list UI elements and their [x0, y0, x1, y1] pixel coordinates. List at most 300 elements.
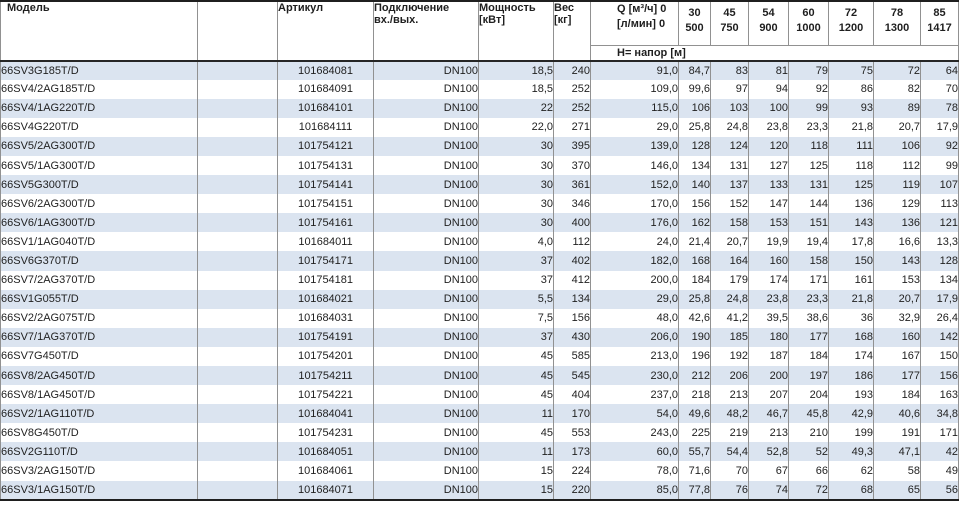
flow-lmin: 1200	[838, 22, 864, 34]
power-cell: 15	[479, 461, 554, 480]
table-row	[1, 290, 959, 309]
table-row	[1, 404, 959, 423]
power-cell: 37	[479, 251, 554, 270]
connection-cell: DN100	[374, 328, 479, 347]
col-header-flow-45	[711, 1, 749, 45]
table-row	[1, 137, 959, 156]
head-cell: 13,3	[921, 232, 959, 251]
head-cell: 177	[789, 328, 829, 347]
head-cell: 49	[921, 461, 959, 480]
head-cell: 82	[874, 80, 921, 99]
head-cell: 156	[921, 366, 959, 385]
power-cell: 22,0	[479, 118, 554, 137]
weight-cell: 395	[554, 137, 591, 156]
table-row	[1, 347, 959, 366]
head-cell: 150	[921, 347, 959, 366]
weight-cell: 553	[554, 423, 591, 442]
flow-m3h: 60	[802, 7, 815, 19]
head-cell: 21,8	[829, 118, 874, 137]
head-cell: 184	[789, 347, 829, 366]
table-row	[1, 232, 959, 251]
connection-cell: DN100	[374, 213, 479, 232]
col-header-q-line2: [л/мин] 0	[617, 18, 666, 30]
head-cell: 92	[921, 137, 959, 156]
head-cell: 162	[679, 213, 711, 232]
head-cell: 192	[711, 347, 749, 366]
col-header-power	[479, 1, 554, 61]
head-cell: 34,8	[921, 404, 959, 423]
head-cell: 49,6	[679, 404, 711, 423]
table-row	[1, 309, 959, 328]
head-cell: 20,7	[711, 232, 749, 251]
connection-cell: DN100	[374, 366, 479, 385]
power-cell: 11	[479, 404, 554, 423]
model-cell: 66SV5G300T/D	[1, 175, 198, 194]
weight-cell: 224	[554, 461, 591, 480]
connection-cell: DN100	[374, 194, 479, 213]
weight-cell: 252	[554, 99, 591, 118]
table-row	[1, 175, 959, 194]
head-cell: 171	[921, 423, 959, 442]
col-header-connection-line2: вх./вых.	[374, 14, 419, 26]
head-cell: 70	[921, 80, 959, 99]
head-cell: 24,8	[711, 290, 749, 309]
model-cell: 66SV6/1AG300T/D	[1, 213, 198, 232]
head-cell: 66	[789, 461, 829, 480]
head-cell: 47,1	[874, 442, 921, 461]
head-cell: 150	[829, 251, 874, 270]
head-cell: 125	[789, 156, 829, 175]
head-cell: 179	[711, 271, 749, 290]
model-cell: 66SV5/2AG300T/D	[1, 137, 198, 156]
head-cell: 193	[829, 385, 874, 404]
power-cell: 30	[479, 194, 554, 213]
table-row	[1, 481, 959, 500]
head-cell: 86	[829, 80, 874, 99]
table-body	[1, 61, 959, 500]
head-cell: 147	[749, 194, 789, 213]
head-cell: 78	[921, 99, 959, 118]
head-cell: 112	[874, 156, 921, 175]
col-header-flow-zero	[591, 1, 679, 45]
head-cell: 174	[829, 347, 874, 366]
model-cell: 66SV1G055T/D	[1, 290, 198, 309]
head-cell: 120	[749, 137, 789, 156]
weight-cell: 404	[554, 385, 591, 404]
head-cell: 190	[679, 328, 711, 347]
weight-cell: 252	[554, 80, 591, 99]
head-cell: 125	[829, 175, 874, 194]
table-row	[1, 61, 959, 80]
col-header-model: Модель	[1, 1, 198, 61]
head-cell: 213	[711, 385, 749, 404]
q0-head-cell: 182,0	[591, 251, 679, 270]
model-cell: 66SV7/1AG370T/D	[1, 328, 198, 347]
head-cell: 177	[874, 366, 921, 385]
head-cell: 136	[874, 213, 921, 232]
head-cell: 153	[749, 213, 789, 232]
connection-cell: DN100	[374, 385, 479, 404]
model-cell: 66SV4G220T/D	[1, 118, 198, 137]
head-cell: 17,9	[921, 290, 959, 309]
col-header-weight	[554, 1, 591, 61]
head-cell: 72	[789, 481, 829, 500]
connection-cell: DN100	[374, 309, 479, 328]
head-cell: 143	[874, 251, 921, 270]
article-cell: 101754191	[278, 328, 374, 347]
blank-cell	[198, 61, 278, 80]
model-cell: 66SV8/1AG450T/D	[1, 385, 198, 404]
table-row	[1, 442, 959, 461]
head-cell: 54,4	[711, 442, 749, 461]
head-cell: 75	[829, 61, 874, 80]
table-row	[1, 156, 959, 175]
head-cell: 118	[829, 156, 874, 175]
blank-cell	[198, 290, 278, 309]
table-row	[1, 366, 959, 385]
weight-cell: 173	[554, 442, 591, 461]
flow-lmin: 1000	[796, 22, 821, 34]
power-cell: 30	[479, 137, 554, 156]
article-cell: 101754151	[278, 194, 374, 213]
blank-cell	[198, 156, 278, 175]
head-cell: 210	[789, 423, 829, 442]
connection-cell: DN100	[374, 175, 479, 194]
q0-head-cell: 213,0	[591, 347, 679, 366]
head-cell: 41,2	[711, 309, 749, 328]
head-cell: 58	[874, 461, 921, 480]
head-cell: 83	[711, 61, 749, 80]
head-cell: 23,8	[749, 290, 789, 309]
power-cell: 18,5	[479, 61, 554, 80]
blank-cell	[198, 251, 278, 270]
connection-cell: DN100	[374, 271, 479, 290]
head-cell: 23,3	[789, 290, 829, 309]
power-cell: 45	[479, 385, 554, 404]
table-row	[1, 271, 959, 290]
connection-cell: DN100	[374, 347, 479, 366]
connection-cell: DN100	[374, 156, 479, 175]
flow-lmin: 1300	[884, 22, 910, 34]
connection-cell: DN100	[374, 442, 479, 461]
flow-lmin: 500	[685, 22, 704, 34]
head-cell: 89	[874, 99, 921, 118]
head-cell: 62	[829, 461, 874, 480]
head-cell: 38,6	[789, 309, 829, 328]
connection-cell: DN100	[374, 80, 479, 99]
blank-cell	[198, 309, 278, 328]
head-cell: 119	[874, 175, 921, 194]
head-cell: 180	[749, 328, 789, 347]
q0-head-cell: 91,0	[591, 61, 679, 80]
blank-cell	[198, 481, 278, 500]
head-cell: 19,9	[749, 232, 789, 251]
article-cell: 101684081	[278, 61, 374, 80]
head-cell: 156	[679, 194, 711, 213]
table-row	[1, 423, 959, 442]
head-cell: 171	[789, 271, 829, 290]
head-cell: 187	[749, 347, 789, 366]
model-cell: 66SV8G450T/D	[1, 423, 198, 442]
power-cell: 18,5	[479, 80, 554, 99]
blank-cell	[198, 366, 278, 385]
head-cell: 25,8	[679, 290, 711, 309]
weight-cell: 370	[554, 156, 591, 175]
connection-cell: DN100	[374, 290, 479, 309]
weight-cell: 585	[554, 347, 591, 366]
flow-m3h: 54	[762, 7, 775, 19]
head-cell: 76	[711, 481, 749, 500]
head-cell: 196	[679, 347, 711, 366]
model-cell: 66SV6G370T/D	[1, 251, 198, 270]
head-cell: 17,8	[829, 232, 874, 251]
weight-cell: 156	[554, 309, 591, 328]
power-cell: 30	[479, 175, 554, 194]
head-cell: 81	[749, 61, 789, 80]
table-row	[1, 99, 959, 118]
head-cell: 56	[921, 481, 959, 500]
head-cell: 21,4	[679, 232, 711, 251]
connection-cell: DN100	[374, 251, 479, 270]
weight-cell: 240	[554, 61, 591, 80]
head-cell: 64	[921, 61, 959, 80]
head-cell: 21,8	[829, 290, 874, 309]
col-header-flow-78	[874, 1, 921, 45]
model-cell: 66SV4/2AG185T/D	[1, 80, 198, 99]
head-cell: 26,4	[921, 309, 959, 328]
q0-head-cell: 146,0	[591, 156, 679, 175]
model-cell: 66SV6/2AG300T/D	[1, 194, 198, 213]
power-cell: 37	[479, 271, 554, 290]
model-cell: 66SV5/1AG300T/D	[1, 156, 198, 175]
article-cell: 101684011	[278, 232, 374, 251]
flow-lmin: 1417	[927, 22, 952, 34]
head-cell: 136	[829, 194, 874, 213]
head-cell: 131	[711, 156, 749, 175]
head-cell: 100	[749, 99, 789, 118]
q0-head-cell: 29,0	[591, 118, 679, 137]
q0-head-cell: 200,0	[591, 271, 679, 290]
head-cell: 184	[679, 271, 711, 290]
table-row	[1, 194, 959, 213]
q0-head-cell: 170,0	[591, 194, 679, 213]
head-cell: 111	[829, 137, 874, 156]
head-cell: 161	[829, 271, 874, 290]
article-cell: 101684021	[278, 290, 374, 309]
head-cell: 197	[789, 366, 829, 385]
head-cell: 46,7	[749, 404, 789, 423]
head-cell: 140	[679, 175, 711, 194]
head-cell: 199	[829, 423, 874, 442]
head-cell: 92	[789, 80, 829, 99]
weight-cell: 361	[554, 175, 591, 194]
q0-head-cell: 29,0	[591, 290, 679, 309]
power-cell: 22	[479, 99, 554, 118]
connection-cell: DN100	[374, 118, 479, 137]
col-header-q-line1: Q [м³/ч] 0	[617, 3, 667, 15]
q0-head-cell: 139,0	[591, 137, 679, 156]
power-cell: 15	[479, 481, 554, 500]
head-cell: 168	[679, 251, 711, 270]
article-cell: 101684031	[278, 309, 374, 328]
q0-head-cell: 237,0	[591, 385, 679, 404]
power-cell: 45	[479, 423, 554, 442]
head-cell: 20,7	[874, 118, 921, 137]
col-header-weight-line1: Вес	[554, 2, 575, 14]
head-cell: 129	[874, 194, 921, 213]
article-cell: 101754171	[278, 251, 374, 270]
head-cell: 25,8	[679, 118, 711, 137]
flow-m3h: 85	[933, 7, 946, 19]
article-cell: 101754221	[278, 385, 374, 404]
head-cell: 206	[711, 366, 749, 385]
q0-head-cell: 176,0	[591, 213, 679, 232]
weight-cell: 430	[554, 328, 591, 347]
connection-cell: DN100	[374, 461, 479, 480]
weight-cell: 220	[554, 481, 591, 500]
weight-cell: 402	[554, 251, 591, 270]
power-cell: 11	[479, 442, 554, 461]
head-cell: 124	[711, 137, 749, 156]
weight-cell: 545	[554, 366, 591, 385]
table-row	[1, 213, 959, 232]
article-cell: 101754181	[278, 271, 374, 290]
head-cell: 134	[921, 271, 959, 290]
head-cell: 16,6	[874, 232, 921, 251]
flow-m3h: 78	[890, 7, 904, 19]
head-cell: 160	[874, 328, 921, 347]
model-cell: 66SV3/1AG150T/D	[1, 481, 198, 500]
col-header-blank	[198, 1, 278, 61]
head-cell: 128	[679, 137, 711, 156]
head-cell: 106	[679, 99, 711, 118]
table-row	[1, 461, 959, 480]
head-cell: 174	[749, 271, 789, 290]
head-cell: 131	[789, 175, 829, 194]
head-cell: 23,3	[789, 118, 829, 137]
connection-cell: DN100	[374, 232, 479, 251]
head-cell: 184	[874, 385, 921, 404]
connection-cell: DN100	[374, 423, 479, 442]
blank-cell	[198, 271, 278, 290]
q0-head-cell: 206,0	[591, 328, 679, 347]
head-cell: 152	[711, 194, 749, 213]
head-cell: 121	[921, 213, 959, 232]
head-cell: 68	[829, 481, 874, 500]
weight-cell: 112	[554, 232, 591, 251]
power-cell: 37	[479, 328, 554, 347]
article-cell: 101754211	[278, 366, 374, 385]
head-cell: 168	[829, 328, 874, 347]
model-cell: 66SV2/2AG075T/D	[1, 309, 198, 328]
col-header-weight-line2: [кг]	[554, 14, 572, 26]
head-cell: 20,7	[874, 290, 921, 309]
connection-cell: DN100	[374, 99, 479, 118]
flow-m3h: 72	[844, 7, 858, 19]
blank-cell	[198, 442, 278, 461]
table-row	[1, 385, 959, 404]
head-cell: 137	[711, 175, 749, 194]
head-cell: 185	[711, 328, 749, 347]
model-cell: 66SV2G110T/D	[1, 442, 198, 461]
col-header-connection	[374, 1, 479, 61]
blank-cell	[198, 232, 278, 251]
table-row	[1, 328, 959, 347]
q0-head-cell: 243,0	[591, 423, 679, 442]
article-cell: 101754201	[278, 347, 374, 366]
article-cell: 101754131	[278, 156, 374, 175]
article-cell: 101684061	[278, 461, 374, 480]
head-cell: 219	[711, 423, 749, 442]
article-cell: 101754121	[278, 137, 374, 156]
blank-cell	[198, 423, 278, 442]
head-cell: 79	[789, 61, 829, 80]
blank-cell	[198, 194, 278, 213]
head-cell: 48,2	[711, 404, 749, 423]
col-header-flow-85	[921, 1, 959, 45]
flow-m3h: 45	[723, 7, 736, 19]
weight-cell: 400	[554, 213, 591, 232]
model-cell: 66SV3/2AG150T/D	[1, 461, 198, 480]
col-header-connection-line1: Подключение	[374, 2, 450, 14]
power-cell: 30	[479, 213, 554, 232]
head-cell: 133	[749, 175, 789, 194]
col-header-flow-30	[679, 1, 711, 45]
blank-cell	[198, 213, 278, 232]
weight-cell: 412	[554, 271, 591, 290]
model-cell: 66SV2/1AG110T/D	[1, 404, 198, 423]
head-cell: 99	[789, 99, 829, 118]
flow-lmin: 750	[720, 22, 739, 34]
head-cell: 93	[829, 99, 874, 118]
power-cell: 45	[479, 347, 554, 366]
head-cell: 24,8	[711, 118, 749, 137]
connection-cell: DN100	[374, 137, 479, 156]
head-cell: 45,8	[789, 404, 829, 423]
model-cell: 66SV8/2AG450T/D	[1, 366, 198, 385]
head-cell: 40,6	[874, 404, 921, 423]
head-cell: 72	[874, 61, 921, 80]
table-header	[1, 1, 959, 61]
connection-cell: DN100	[374, 61, 479, 80]
head-cell: 84,7	[679, 61, 711, 80]
q0-head-cell: 60,0	[591, 442, 679, 461]
head-cell: 42,9	[829, 404, 874, 423]
blank-cell	[198, 461, 278, 480]
power-cell: 30	[479, 156, 554, 175]
head-subheader: H= напор [м]	[591, 45, 959, 61]
blank-cell	[198, 137, 278, 156]
head-cell: 36	[829, 309, 874, 328]
head-cell: 42,6	[679, 309, 711, 328]
head-cell: 158	[711, 213, 749, 232]
weight-cell: 346	[554, 194, 591, 213]
connection-cell: DN100	[374, 404, 479, 423]
head-cell: 49,3	[829, 442, 874, 461]
blank-cell	[198, 118, 278, 137]
table-row	[1, 251, 959, 270]
head-cell: 77,8	[679, 481, 711, 500]
col-header-flow-54	[749, 1, 789, 45]
q0-head-cell: 152,0	[591, 175, 679, 194]
col-header-power-line2: [кВт]	[479, 14, 506, 26]
model-cell: 66SV7G450T/D	[1, 347, 198, 366]
head-cell: 99,6	[679, 80, 711, 99]
head-cell: 207	[749, 385, 789, 404]
col-header-power-line1: Мощность	[479, 2, 536, 14]
head-cell: 94	[749, 80, 789, 99]
head-cell: 218	[679, 385, 711, 404]
